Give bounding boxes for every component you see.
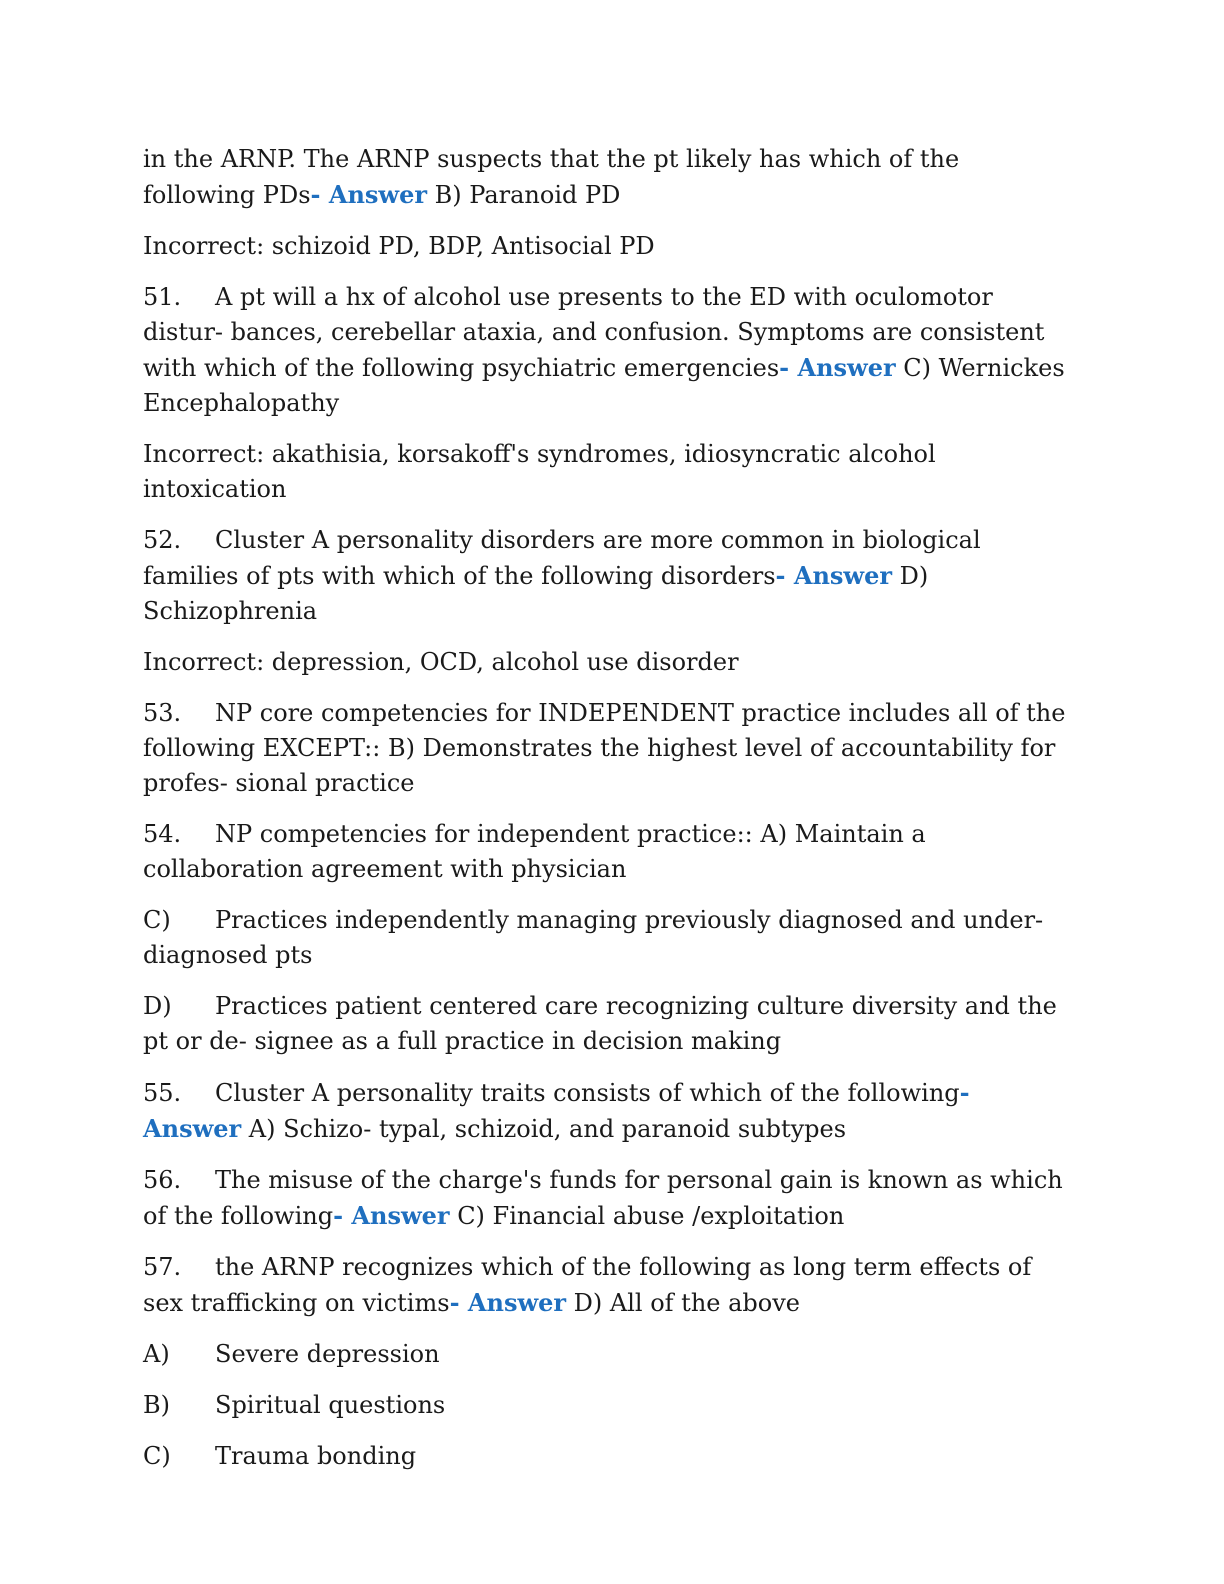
answer-label: - Answer [310,180,427,209]
incorrect-text: Incorrect: akathisia, korsakoff's syndromes, idiosyncratic alcohol intoxication [143,440,936,503]
answer-text: C) Financial abuse /exploitation [449,1202,845,1230]
option-letter: C) [143,906,171,934]
answer-label: - Answer [143,1078,970,1143]
question-number: 56. [143,1166,182,1194]
incorrect-text: Incorrect: depression, OCD, alcohol use disorder [143,648,739,676]
answer-label: - Answer [333,1201,450,1230]
question-number: 57. [143,1253,182,1281]
question-57 [143,1250,1073,1321]
answer-label: - Answer [449,1288,567,1317]
option-letter: B) [143,1391,170,1419]
answer-paragraph-50 [143,142,1073,213]
question-text: A pt will a hx of alcohol use presents to the ED with oculomotor distur- bances, cerebellar ataxia, and confusion. Symptoms are consistent with which of the following psychiatric emergencies [143,283,1045,382]
question-55 [143,1075,1073,1147]
question-number: 52. [143,526,182,554]
incorrect-options-52 [143,645,1073,680]
document-page [143,142,1073,1490]
answer-label: - Answer [775,561,893,590]
option-d-54 [143,989,1073,1059]
question-text: the ARNP recognizes which of the following as long term effects of sex trafficking on victims [143,1253,1032,1317]
question-number: 55. [143,1079,182,1107]
option-letter: A) [143,1340,170,1368]
option-b-57 [143,1388,1073,1423]
question-text: in the ARNP. The ARNP suspects that the pt likely has which of the following PDs [143,145,960,209]
question-52 [143,523,1073,629]
option-a-57 [143,1337,1073,1372]
question-text: The misuse of the charge's funds for personal gain is known as which of the following [143,1166,1063,1230]
question-text: NP competencies for independent practice:: A) Maintain a collaboration agreement with physician [143,820,926,883]
option-text: Spiritual questions [215,1391,446,1419]
answer-label: - Answer [779,353,896,382]
option-text: Practices patient centered care recognizing culture diversity and the pt or de- signee as a full practice in decision making [143,992,1057,1055]
answer-text: A) Schizo- typal, schizoid, and paranoid subtypes [241,1115,847,1143]
answer-text: D) Schizophrenia [143,562,929,625]
option-c-54 [143,903,1073,973]
question-text: Cluster A personality disorders are more common in biological families of pts with which of the following disorders [143,526,981,590]
question-number: 51. [143,283,182,311]
incorrect-options-50 [143,229,1073,264]
answer-text: D) All of the above [566,1289,800,1317]
question-text: Cluster A personality traits consists of which of the following [215,1079,960,1107]
incorrect-options-51 [143,437,1073,507]
question-51 [143,280,1073,421]
question-number: 54. [143,820,182,848]
answer-text: C) Wernickes Encephalopathy [143,354,1065,417]
question-54 [143,817,1073,887]
question-56 [143,1163,1073,1234]
incorrect-text: Incorrect: schizoid PD, BDP, Antisocial PD [143,232,655,260]
question-53 [143,696,1073,801]
option-letter: C) [143,1442,171,1470]
question-number: 53. [143,699,182,727]
question-text: NP core competencies for INDEPENDENT practice includes all of the following EXCEPT:: B) Demonstrates the highest level of accountability for profes- sional practice [143,699,1066,797]
answer-text: B) Paranoid PD [427,181,621,209]
option-text: Practices independently managing previously diagnosed and under- diagnosed pts [143,906,1044,969]
option-letter: D) [143,992,172,1020]
option-text: Severe depression [215,1340,440,1368]
option-text: Trauma bonding [215,1442,417,1470]
option-c-57 [143,1439,1073,1474]
